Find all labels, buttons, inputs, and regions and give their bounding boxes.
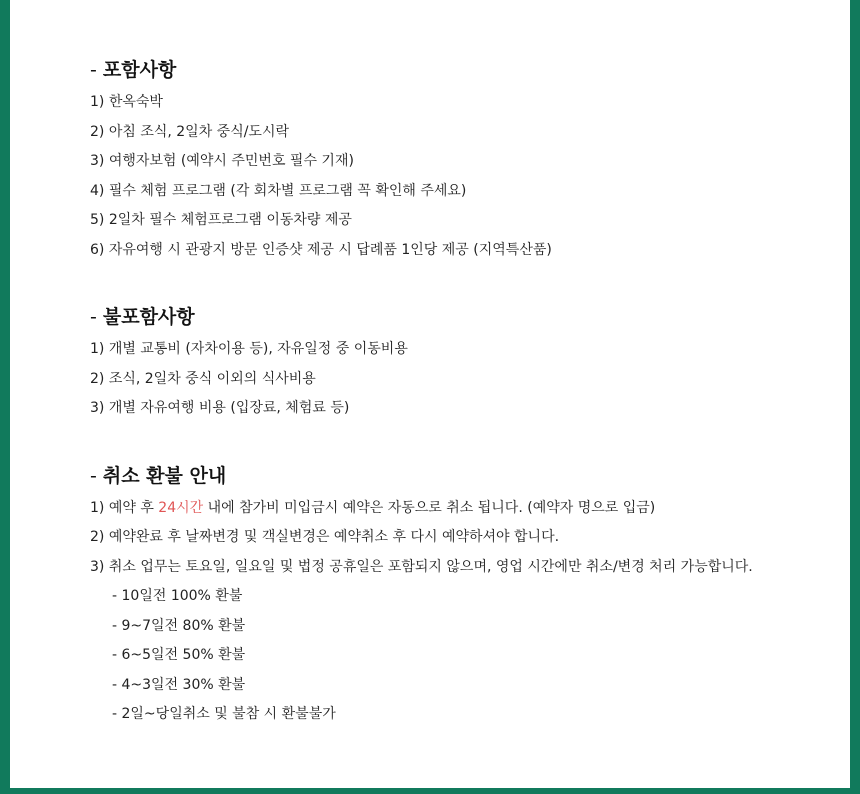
list-item: 1) 한옥숙박 <box>90 94 163 110</box>
refund-item-2: 2) 예약완료 후 날짜변경 및 객실변경은 예약취소 후 다시 예약하셔야 합니다. <box>90 529 560 545</box>
title-dash: - <box>90 59 97 81</box>
refund-section <box>90 462 830 730</box>
list-item: 2) 아침 조식, 2일차 중식/도시락 <box>90 123 290 140</box>
refund-deadline-highlight: 24시간 <box>158 499 204 516</box>
refund-title <box>90 462 830 490</box>
list-item: 6) 자유여행 시 관광지 방문 인증샷 제공 시 답례품 1인당 제공 (지역특산품) <box>90 241 552 258</box>
refund-schedule-item: - 4~3일전 30% 환불 <box>112 676 246 693</box>
refund-schedule-item: - 2일~당일취소 및 불참 시 환불불가 <box>112 706 336 722</box>
refund-schedule-item: - 10일전 100% 환불 <box>112 588 243 604</box>
list-item: 5) 2일차 필수 체험프로그램 이동차량 제공 <box>90 212 352 228</box>
list-item: 2) 조식, 2일차 중식 이외의 식사비용 <box>90 370 316 387</box>
included-title <box>90 56 830 84</box>
excluded-title <box>90 303 830 331</box>
refund-item-1 <box>90 494 830 524</box>
list-item: 3) 여행자보험 (예약시 주민번호 필수 기재) <box>90 153 354 169</box>
excluded-section <box>90 303 830 424</box>
refund-title-text: 취소 환불 안내 <box>102 464 227 487</box>
list-item: 3) 개별 자유여행 비용 (입장료, 체험료 등) <box>90 400 350 416</box>
refund-item-3: 3) 취소 업무는 토요일, 일요일 및 법정 공휴일은 포함되지 않으며, 영업 시간에만 취소/변경 처리 가능합니다. <box>90 558 753 575</box>
refund-item-1-before: 1) 예약 후 <box>90 499 159 516</box>
refund-schedule-item: - 6~5일전 50% 환불 <box>112 647 246 663</box>
section-spacer <box>90 265 830 303</box>
content <box>90 56 830 730</box>
excluded-title-text: 불포함사항 <box>102 306 195 328</box>
included-section <box>90 56 830 265</box>
title-dash: - <box>90 464 97 487</box>
section-spacer <box>90 424 830 462</box>
list-item: 4) 필수 체험 프로그램 (각 회차별 프로그램 꼭 확인해 주세요) <box>90 182 467 199</box>
title-dash: - <box>90 306 97 328</box>
list-item: 1) 개별 교통비 (자차이용 등), 자유일정 중 이동비용 <box>90 341 408 357</box>
refund-schedule-item: - 9~7일전 80% 환불 <box>112 617 246 634</box>
refund-item-1-after: 내에 참가비 미입금시 예약은 자동으로 취소 됩니다. (예약자 명으로 입금) <box>203 499 656 516</box>
included-title-text: 포함사항 <box>102 59 177 81</box>
